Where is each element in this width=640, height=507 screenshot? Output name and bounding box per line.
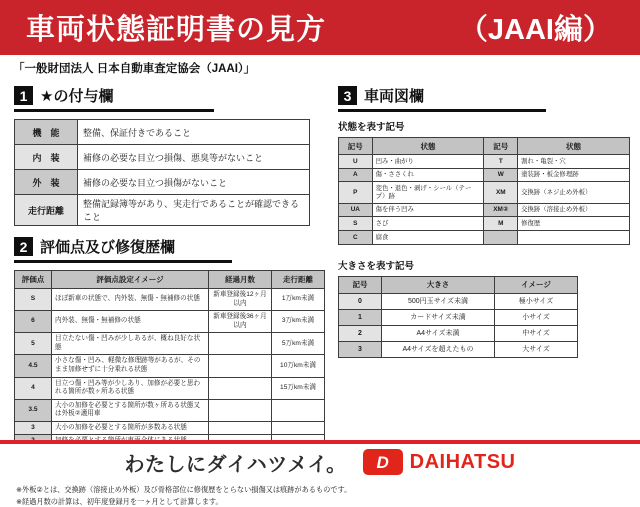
km-cell: 1万km未満 (272, 289, 325, 311)
months-cell (209, 377, 272, 399)
table-row (339, 168, 630, 182)
symbol-cell: C (339, 231, 373, 245)
state-cell: 交換跡（ネジ止め外板） (518, 182, 630, 203)
months-cell (209, 333, 272, 355)
table-row (339, 182, 630, 203)
column-header: イメージ (495, 276, 578, 293)
state-cell: 交換跡（溶接止め外板） (518, 203, 630, 217)
size-cell: 500円玉サイズ未満 (382, 293, 495, 309)
criteria-label-cell: 内 装 (15, 145, 78, 170)
footnote-line: ※外板②とは、交換跡（溶接止め外板）及び骨格部位に修復歴をとらない損傷又は痕跡があるものです。 (16, 485, 352, 494)
size-cell: カードサイズ未満 (382, 309, 495, 325)
symbol-cell: 3 (339, 341, 382, 357)
footer-bar (0, 444, 640, 480)
criteria-label-cell: 走行距離 (15, 195, 78, 226)
criteria-label-cell: 外 装 (15, 170, 78, 195)
image-cell: 小サイズ (495, 309, 578, 325)
months-cell (209, 399, 272, 421)
table-row (15, 311, 325, 333)
state-cell: 凹み・曲がり (372, 155, 484, 169)
symbol-cell (484, 231, 518, 245)
section3-title: 車両図欄 (364, 88, 425, 105)
criteria-desc-cell: 補修の必要な目立つ損傷がないこと (78, 170, 310, 195)
symbol-cell: 1 (339, 309, 382, 325)
column-header: 経過月数 (209, 271, 272, 289)
desc-cell: 大小の加修を必要とする箇所が多数ある状態 (52, 421, 209, 435)
daihatsu-d-icon: D (363, 449, 403, 475)
symbol-cell: S (339, 217, 373, 231)
header-bar (0, 0, 640, 55)
state-cell: 修復歴 (518, 217, 630, 231)
page-title: 車両状態証明書の見方 (26, 14, 327, 46)
size-symbols-table (338, 276, 578, 358)
km-cell (272, 399, 325, 421)
symbol-cell: A (339, 168, 373, 182)
state-cell: さび (372, 217, 484, 231)
section3-heading (338, 85, 546, 112)
months-cell: 新車登録後12ヶ月以内 (209, 289, 272, 311)
score-cell: 3.5 (15, 399, 52, 421)
table-row (339, 203, 630, 217)
table-row (339, 341, 578, 357)
column-header: 記号 (339, 138, 373, 155)
content-area (0, 78, 640, 476)
symbol-cell: W (484, 168, 518, 182)
symbol-cell: UA (339, 203, 373, 217)
condition-symbols-table (338, 137, 630, 245)
section1-number-badge: 1 (14, 86, 33, 105)
table-row (15, 421, 325, 435)
image-cell: 極小サイズ (495, 293, 578, 309)
state-cell: 傷・ささくれ (372, 168, 484, 182)
column-header: 評価点 (15, 271, 52, 289)
footnotes (16, 484, 640, 507)
spacer (338, 245, 630, 255)
table-row (339, 231, 630, 245)
image-cell: 中サイズ (495, 325, 578, 341)
section1-title: ★の付与欄 (40, 88, 114, 105)
score-cell: 4.5 (15, 355, 52, 377)
table-row (15, 355, 325, 377)
table-row (15, 333, 325, 355)
table-row (15, 399, 325, 421)
table-row (15, 170, 310, 195)
daihatsu-logo (363, 449, 516, 475)
column-header: 状態 (372, 138, 484, 155)
size-cell: A4サイズを超えたもの (382, 341, 495, 357)
desc-cell: 小さな傷・凹み、軽微な修理跡等があるが、そのまま加修せずに十分乗れる状態 (52, 355, 209, 377)
column-header: 大きさ (382, 276, 495, 293)
months-cell: 新車登録後36ヶ月以内 (209, 311, 272, 333)
org-subtitle: 「一般財団法人 日本自動車査定協会（JAAI）」 (13, 63, 256, 75)
edition-label: （JAAI編） (458, 14, 612, 46)
score-cell: 6 (15, 311, 52, 333)
table-row (339, 155, 630, 169)
star-criteria-table (14, 119, 310, 226)
symbol-cell: XM (484, 182, 518, 203)
desc-cell: 内外装、無傷・無補修の状態 (52, 311, 209, 333)
desc-cell: 目立たない傷・凹みが少しあるが、概ね良好な状態 (52, 333, 209, 355)
size-symbols-label: 大きさを表す記号 (338, 260, 415, 272)
footer-area (0, 440, 640, 480)
column-header: 記号 (484, 138, 518, 155)
state-cell: 塗装跡・板金修理跡 (518, 168, 630, 182)
months-cell (209, 355, 272, 377)
km-cell: 5万km未満 (272, 333, 325, 355)
table-header-row (339, 138, 630, 155)
table-row (339, 325, 578, 341)
criteria-desc-cell: 整備、保証付きであること (78, 120, 310, 145)
state-cell: 変色・退色・剥げ・シール（テープ）跡 (372, 182, 484, 203)
table-row (15, 289, 325, 311)
state-cell: 割れ・亀裂・穴 (518, 155, 630, 169)
section2-number-badge: 2 (14, 237, 33, 256)
condition-symbols-label: 状態を表す記号 (338, 122, 405, 133)
criteria-desc-cell: 補修の必要な目立つ損傷、悪臭等がないこと (78, 145, 310, 170)
km-cell: 15万km未満 (272, 377, 325, 399)
symbol-cell: P (339, 182, 373, 203)
section3-number-badge: 3 (338, 86, 357, 105)
table-row (339, 309, 578, 325)
score-cell: 4 (15, 377, 52, 399)
symbol-cell: U (339, 155, 373, 169)
symbol-cell: 2 (339, 325, 382, 341)
state-cell (518, 231, 630, 245)
km-cell: 3万km未満 (272, 311, 325, 333)
right-column (338, 78, 630, 358)
score-cell: S (15, 289, 52, 311)
score-cell: 3 (15, 421, 52, 435)
desc-cell: 目立つ傷・凹み等が少しあり、加修が必要と思われる箇所が数ヶ所ある状態 (52, 377, 209, 399)
km-cell (272, 421, 325, 435)
left-column (14, 78, 326, 476)
months-cell (209, 421, 272, 435)
column-header: 状態 (518, 138, 630, 155)
table-row (15, 195, 310, 226)
column-header: 走行距離 (272, 271, 325, 289)
desc-cell: 大小の加修を必要とする箇所が数ヶ所ある状態又は外板②適用車 (52, 399, 209, 421)
table-row (15, 377, 325, 399)
table-header-row (15, 271, 325, 289)
section2-heading (14, 236, 232, 263)
brand-name: DAIHATSU (409, 450, 516, 473)
column-header: 評価点設定イメージ (52, 271, 209, 289)
section2-title: 評価点及び修復歴欄 (40, 239, 176, 256)
symbol-cell: M (484, 217, 518, 231)
state-cell: 傷を伴う凹み (372, 203, 484, 217)
symbol-cell: T (484, 155, 518, 169)
footnote-line: ※経過月数の計算は、初年度登録月を一ヶ月として計算します。 (16, 496, 223, 506)
section1-heading (14, 85, 214, 112)
table-row (15, 120, 310, 145)
brand-slogan: わたしにダイハツメイ。 (124, 453, 347, 476)
desc-cell: ほぼ新車の状態で、内外装、無傷・無補修の状態 (52, 289, 209, 311)
table-header-row (339, 276, 578, 293)
image-cell: 大サイズ (495, 341, 578, 357)
criteria-desc-cell: 整備記録簿等があり、実走行であることが確認できること (78, 195, 310, 226)
criteria-label-cell: 機 能 (15, 120, 78, 145)
score-cell: 5 (15, 333, 52, 355)
table-row (339, 293, 578, 309)
table-row (339, 217, 630, 231)
symbol-cell: 0 (339, 293, 382, 309)
symbol-cell: XM② (484, 203, 518, 217)
size-cell: A4サイズ未満 (382, 325, 495, 341)
state-cell: 腐食 (372, 231, 484, 245)
column-header: 記号 (339, 276, 382, 293)
table-row (15, 145, 310, 170)
km-cell: 10万km未満 (272, 355, 325, 377)
